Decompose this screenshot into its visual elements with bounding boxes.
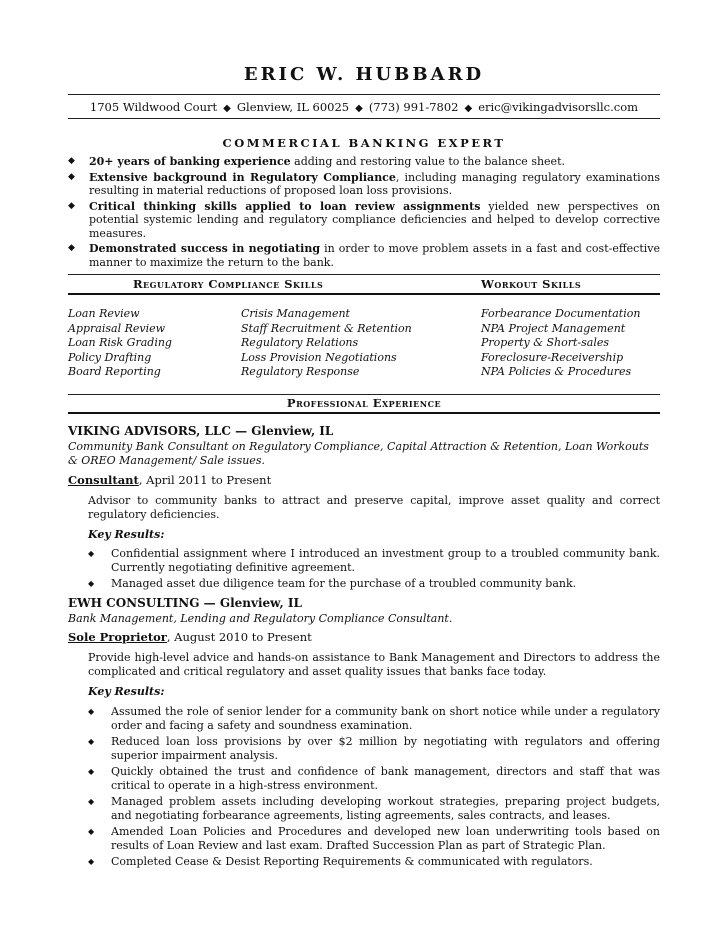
skill-item: Loan Risk Grading (68, 336, 172, 349)
skills-top-rule (68, 274, 660, 275)
skill-item: Loss Provision Negotiations (241, 350, 397, 364)
company-name: VIKING ADVISORS, LLC — Glenview, IL (68, 424, 334, 438)
diamond-bullet-icon: ◆ (88, 579, 95, 588)
skill-item: Foreclosure-Receivership (481, 350, 624, 364)
skill-item: Policy Drafting (68, 350, 152, 364)
diamond-bullet-icon: ◆ (88, 767, 95, 776)
regulatory-skills-heading: Regulatory Compliance Skills (133, 277, 324, 291)
job-role (68, 473, 271, 487)
diamond-bullet-icon: ◆ (88, 857, 95, 866)
job-title: Consultant (68, 473, 139, 487)
diamond-bullet-icon: ◆ (68, 156, 75, 166)
header-divider-bottom (68, 118, 660, 119)
job-dates: , August 2010 to Present (166, 630, 312, 644)
key-results-list (88, 705, 660, 872)
skill-item: Regulatory Relations (241, 336, 359, 349)
diamond-bullet-icon: ◆ (68, 200, 75, 211)
skill-item: Property & Short-sales (481, 336, 610, 349)
skill-item: Crisis Management (241, 307, 350, 320)
experience-top-rule (68, 394, 660, 395)
key-results-label: Key Results: (88, 685, 165, 698)
experience-heading-rule (68, 412, 660, 414)
key-results-label: Key Results: (88, 528, 165, 541)
skill-item: NPA Policies & Procedures (481, 365, 632, 378)
experience-heading: Professional Experience (286, 396, 442, 410)
company-name: EWH CONSULTING — Glenview, IL (68, 596, 302, 610)
phone: (773) 991-7802 (368, 100, 459, 114)
skills-heading-rule (68, 293, 660, 295)
job-dates: , April 2011 to Present (138, 473, 272, 487)
diamond-bullet-icon: ◆ (88, 549, 95, 558)
diamond-bullet-icon: ◆ (88, 737, 95, 746)
header-divider-top (68, 94, 660, 95)
job-summary: Advisor to community banks to attract and preserve capital, improve asset quality and correct regulatory deficiencies. (88, 494, 660, 521)
company-description: Bank Management, Lending and Regulatory Compliance Consultant. (68, 612, 453, 625)
skill-item: NPA Project Management (481, 321, 626, 335)
workout-skills-heading: Workout Skills (481, 277, 582, 291)
skill-item: Forbearance Documentation (481, 307, 641, 320)
result-item: ◆ Managed problem assets including developing workout strategies, preparing project budgets, and negotiating forbearance agreements, listing agreements, sales contracts, and leases. (88, 795, 660, 822)
summary-item: ◆ Demonstrated success in negotiating in order to move problem assets in a fast and cost-effective manner to maximize the return to the bank. (68, 242, 660, 269)
job-summary: Provide high-level advice and hands-on assistance to Bank Management and Directors to address the complicated and critical regulatory and asset quality issues that banks face today. (88, 651, 660, 678)
diamond-icon: ◆ (355, 103, 363, 114)
diamond-bullet-icon: ◆ (88, 707, 95, 716)
diamond-icon: ◆ (464, 103, 473, 114)
diamond-bullet-icon: ◆ (88, 797, 95, 806)
result-item: ◆ Quickly obtained the trust and confidence of bank management, directors and staff that was critical to operate in a high-stress environment. (88, 765, 660, 792)
result-item: ◆ Managed asset due diligence team for the purchase of a troubled community bank. (88, 577, 577, 590)
city: Glenview, IL 60025 (236, 100, 350, 114)
headline: COMMERCIAL BANKING EXPERT (222, 136, 506, 150)
result-item: ◆ Reduced loan loss provisions by over $2 million by negotiating with regulators and offering superior impairment analysis. (88, 735, 660, 762)
skills-column-1 (68, 307, 172, 380)
address: 1705 Wildwood Court (89, 100, 218, 114)
company-description: Community Bank Consultant on Regulatory Compliance, Capital Attraction & Retention, Loan Workouts & OREO Management/ Sale issues. (68, 440, 649, 467)
applicant-name: ERIC W. HUBBARD (243, 64, 485, 85)
summary-item: ◆ Extensive background in Regulatory Compliance, including managing regulatory examinations resulting in material reductions of proposed loan loss provisions. (68, 170, 660, 197)
result-item: ◆ Completed Cease & Desist Reporting Requirements & communicated with regulators. (88, 855, 593, 868)
skill-item: Appraisal Review (68, 321, 166, 335)
diamond-bullet-icon: ◆ (68, 171, 75, 182)
summary-item: ◆ Critical thinking skills applied to loan review assignments yielded new perspectives on potential systemic lending and regulatory compliance deficiencies and helped to develop corrective measures. (68, 199, 661, 240)
summary-list (68, 155, 660, 271)
skill-item: Loan Review (68, 307, 140, 320)
skills-column-2 (241, 307, 412, 380)
result-item: ◆ Amended Loan Policies and Procedures and developed new loan underwriting tools based on results of Loan Review and last exam. Drafted Succession Plan as part of Strategic Plan. (88, 825, 660, 852)
skills-column-3 (481, 307, 640, 380)
contact-line (68, 100, 660, 114)
diamond-bullet-icon: ◆ (68, 243, 75, 253)
key-results-list (88, 547, 660, 594)
skill-item: Board Reporting (68, 365, 161, 378)
summary-item: ◆ 20+ years of banking experience adding and restoring value to the balance sheet. (68, 155, 565, 168)
skill-item: Regulatory Response (241, 365, 360, 378)
skill-item: Staff Recruitment & Retention (241, 321, 412, 335)
result-item: ◆ Confidential assignment where I introduced an investment group to a troubled community bank. Currently negotiating definitive agreement. (88, 547, 660, 574)
job-role (68, 630, 312, 644)
diamond-bullet-icon: ◆ (88, 827, 95, 836)
result-item: ◆ Assumed the role of senior lender for a community bank on short notice while under a regulatory order and facing a safety and soundness examination. (88, 705, 660, 732)
email-link[interactable]: eric@vikingadvisorsllc.com (478, 100, 639, 114)
job-title: Sole Proprietor (68, 630, 167, 644)
diamond-icon: ◆ (223, 103, 231, 114)
